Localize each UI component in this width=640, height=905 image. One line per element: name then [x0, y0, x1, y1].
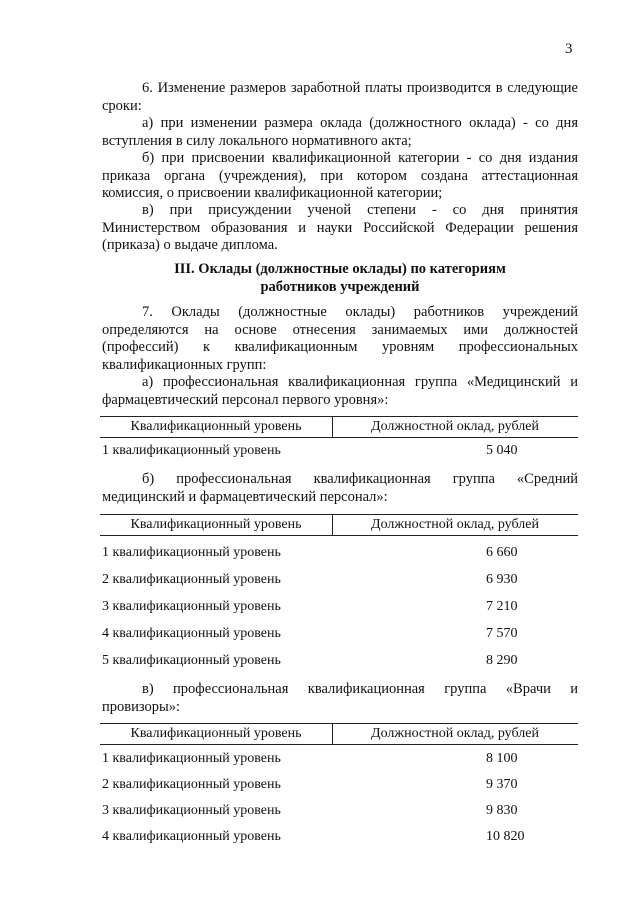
- salary-cell: 5 040: [486, 443, 518, 458]
- salary-cell: 9 830: [486, 803, 518, 818]
- table-a-header: [100, 416, 578, 438]
- salary-cell: 6 930: [486, 572, 518, 587]
- table-row: [102, 827, 578, 847]
- salary-cell: 7 210: [486, 599, 518, 614]
- paragraph-7: 7. Оклады (должностные оклады) работников учреждений определяются на основе отнесения занимаемых ими должностей (профессий) к квалификационным уровням профессиональных квалификационных групп:: [102, 304, 578, 373]
- table-row: [102, 749, 578, 769]
- salary-cell: 9 370: [486, 777, 518, 792]
- table-row: [102, 597, 578, 617]
- level-cell: 3 квалификационный уровень: [102, 803, 281, 818]
- table-row: [102, 775, 578, 795]
- level-cell: 1 квалификационный уровень: [102, 751, 281, 766]
- table-row: [102, 441, 578, 461]
- level-cell: 1 квалификационный уровень: [102, 443, 281, 458]
- salary-cell: 8 100: [486, 751, 518, 766]
- paragraph-6c: в) при присуждении ученой степени - со дня принятия Министерством образования и науки Российской Федерации решения (приказа) о выдаче диплома.: [102, 202, 578, 253]
- table-row: [102, 570, 578, 590]
- salary-cell: 8 290: [486, 653, 518, 668]
- column-header-level: Квалификационный уровень: [100, 417, 333, 437]
- salary-cell: 10 820: [486, 829, 525, 844]
- paragraph-6a: а) при изменении размера оклада (должностного оклада) - со дня вступления в силу локального нормативного акта;: [102, 115, 578, 149]
- level-cell: 2 квалификационный уровень: [102, 572, 281, 587]
- paragraph-6: 6. Изменение размеров заработной платы производится в следующие сроки:: [102, 80, 578, 114]
- page-number: 3: [565, 41, 573, 57]
- level-cell: 4 квалификационный уровень: [102, 626, 281, 641]
- table-row: [102, 543, 578, 563]
- level-cell: 2 квалификационный уровень: [102, 777, 281, 792]
- table-c-header: [100, 723, 578, 745]
- column-header-salary: Должностной оклад, рублей: [371, 419, 539, 434]
- table-row: [102, 651, 578, 671]
- level-cell: 4 квалификационный уровень: [102, 829, 281, 844]
- salary-cell: 7 570: [486, 626, 518, 641]
- column-header-level: Квалификационный уровень: [100, 724, 333, 744]
- level-cell: 1 квалификационный уровень: [102, 545, 281, 560]
- group-b-intro: б) профессиональная квалификационная группа «Средний медицинский и фармацевтический персонал»:: [102, 471, 578, 505]
- column-header-salary: Должностной оклад, рублей: [371, 517, 539, 532]
- table-row: [102, 801, 578, 821]
- section-heading: III. Оклады (должностные оклады) по категориям работников учреждений: [174, 261, 506, 295]
- level-cell: 5 квалификационный уровень: [102, 653, 281, 668]
- column-header-salary: Должностной оклад, рублей: [371, 726, 539, 741]
- group-c-intro: в) профессиональная квалификационная группа «Врачи и провизоры»:: [102, 681, 578, 715]
- paragraph-6b: б) при присвоении квалификационной категории - со дня издания приказа органа (учреждения), при котором создана аттестационная комиссия, о присвоении квалификационной категории;: [102, 150, 578, 201]
- salary-cell: 6 660: [486, 545, 518, 560]
- table-row: [102, 624, 578, 644]
- group-a-intro: а) профессиональная квалификационная группа «Медицинский и фармацевтический персонал первого уровня»:: [102, 374, 578, 408]
- table-b-header: [100, 514, 578, 536]
- column-header-level: Квалификационный уровень: [100, 515, 333, 535]
- level-cell: 3 квалификационный уровень: [102, 599, 281, 614]
